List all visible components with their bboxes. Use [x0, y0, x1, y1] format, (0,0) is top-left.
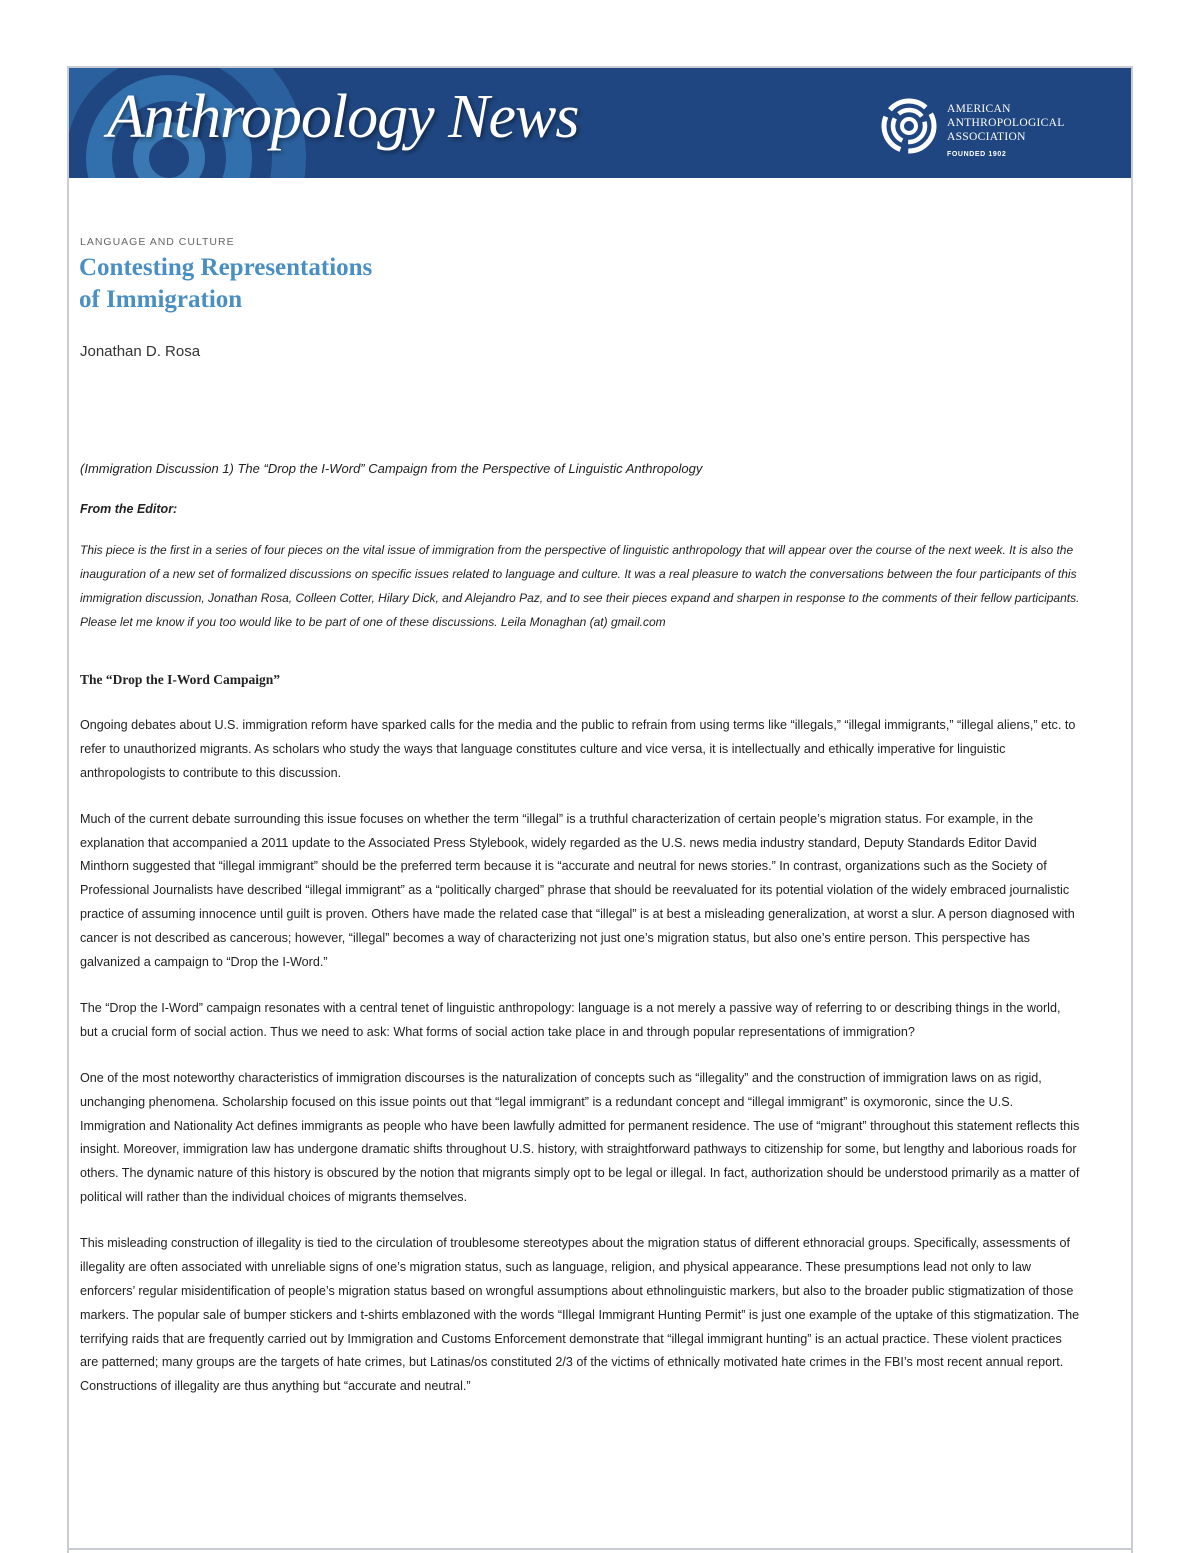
paragraph-4: One of the most noteworthy characteristics of immigration discourses is the naturalization of concepts such as “illegality” and the construction of immigration laws on as rigid, unchanging phenomena. Scholarship focused on this issue points out that “legal immigrant” is a redundant concept and “illegal immigrant” is oxymoronic, since the U.S. Immigration and Nationality Act defines immigrants as people who have been lawfully admitted for permanent residence. The use of “migrant” throughout this statement reflects this insight. Moreover, immigration law has undergone dramatic shifts throughout U.S. history, with straightforward pathways to citizenship for some, but lengthy and laborious roads for others. The dynamic nature of this history is obscured by the notion that migrants simply opt to be legal or illegal. In fact, authorization should be understood primarily as a matter of political will rather than the individual choices of migrants themselves. [80, 1071, 1080, 1205]
masthead-banner [69, 68, 1131, 178]
editor-note: This piece is the first in a series of four pieces on the vital issue of immigration from the perspective of linguistic anthropology that will appear over the course of the next week. It is also the inauguration of a new set of formalized discussions on specific issues related to language and culture. It was a real pleasure to watch the conversations between the four participants of this immigration discussion, Jonathan Rosa, Colleen Cotter, Hilary Dick, and Alejandro Paz, and to see their pieces expand and sharpen in response to the comments of their fellow participants. Please let me know if you too would like to be part of one of these discussions. Leila Monaghan (at) gmail.com [80, 543, 1080, 629]
editor-label: From the Editor: [80, 502, 178, 516]
aaa-founded: FOUNDED 1902 [947, 151, 1007, 158]
aaa-line-2: ANTHROPOLOGICAL [947, 117, 1065, 129]
paragraph-2: Much of the current debate surrounding this issue focuses on whether the term “illegal” is a truthful characterization of certain people’s migration status. For example, in the explanation that accompanied a 2011 update to the Associated Press Stylebook, widely regarded as the U.S. news media industry standard, Deputy Standards Editor David Minthorn suggested that “illegal immigrant” should be the preferred term because it is “accurate and neutral for news stories.” In contrast, organizations such as the Society of Professional Journalists have described “illegal immigrant” as a “politically charged” phrase that should be reevaluated for its potential violation of the widely embraced journalistic practice of assuming innocence until guilt is proven. Others have made the related case that “illegal” is at best a misleading generalization, at worst a slur. A person diagnosed with cancer is not described as cancerous; however, “illegal” becomes a way of characterizing not just one’s migration status, but also one’s entire person. This perspective has galvanized a campaign to “Drop the I-Word.” [80, 811, 1075, 969]
paragraph-3: The “Drop the I-Word” campaign resonates with a central tenet of linguistic anthropology: language is a not merely a passive way of referring to or describing things in the world, but a crucial form of social action. Thus we need to ask: What forms of social action take place in and through popular representations of immigration? [80, 1000, 1061, 1039]
section-heading: The “Drop the I-Word Campaign” [80, 672, 281, 687]
aaa-spiral-icon [881, 98, 937, 154]
masthead-title: Anthropology News [107, 83, 579, 151]
aaa-line-3: ASSOCIATION [947, 131, 1026, 143]
page-bottom-rule [67, 1548, 1133, 1550]
paragraph-5: This misleading construction of illegality is tied to the circulation of troublesome stereotypes about the migration status of different ethnoracial groups. Specifically, assessments of illegality are often associated with unreliable signs of one’s migration status, such as language, religion, and physical appearance. These presumptions lead not only to law enforcers’ regular misidentification of people’s migration status based on wrongful assumptions about ethnolinguistic markers, but also to the broader public stigmatization of those markers. The popular sale of bumper stickers and t-shirts emblazoned with the words “Illegal Immigrant Hunting Permit” is just one example of the uptake of this stigmatization. The terrifying raids that are frequently carried out by Immigration and Customs Enforcement demonstrate that “illegal immigrant hunting” is an actual practice. These violent practices are patterned; many groups are the targets of hate crimes, but Latinas/os constituted 2/3 of the victims of ethnically motivated hate crimes in the FBI’s most recent annual report. Constructions of illegality are thus anything but “accurate and neutral.” [80, 1236, 1080, 1394]
aaa-line-1: AMERICAN [947, 103, 1011, 115]
article-body [80, 458, 1080, 1421]
section-label: LANGUAGE AND CULTURE [80, 236, 235, 248]
aaa-wordmark [947, 102, 1065, 162]
article-title-line-1: Contesting Representations [79, 254, 373, 281]
author-name: Jonathan D. Rosa [80, 343, 201, 360]
article-subtitle: (Immigration Discussion 1) The “Drop the I-Word” Campaign from the Perspective of Linguistic Anthropology [80, 461, 703, 476]
paragraph-1: Ongoing debates about U.S. immigration reform have sparked calls for the media and the public to refrain from using terms like “illegals,” “illegal immigrants,” “illegal aliens,” etc. to refer to unauthorized migrants. As scholars who study the ways that language constitutes culture and vice versa, it is intellectually and ethically imperative for linguistic anthropologists to contribute to this discussion. [80, 718, 1076, 780]
article-title [79, 252, 372, 316]
article-title-line-2: of Immigration [79, 286, 243, 313]
